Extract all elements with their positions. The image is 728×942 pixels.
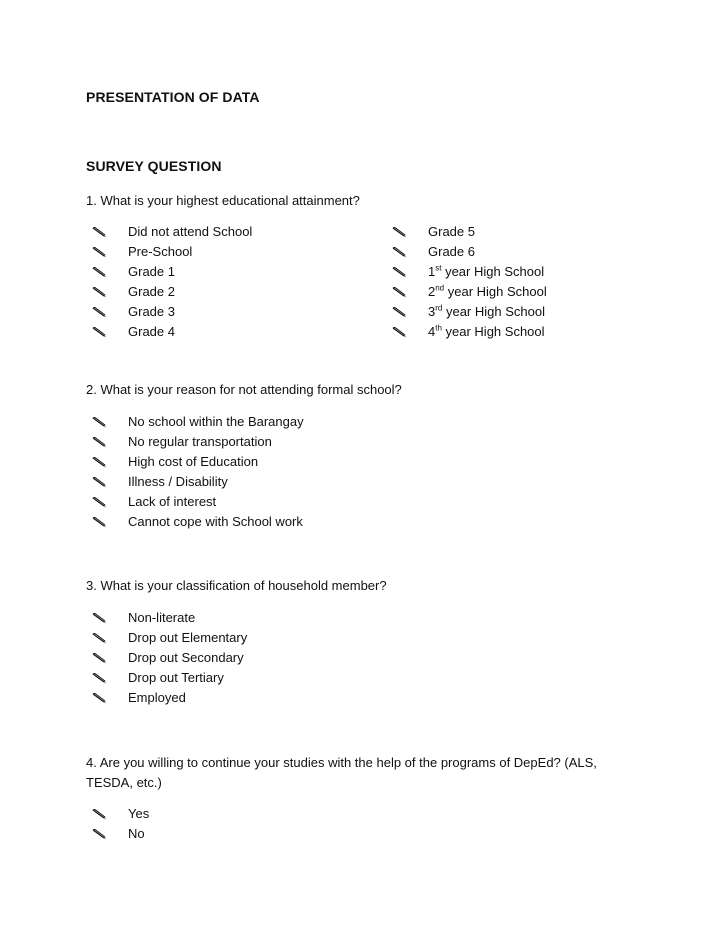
pencil-icon [92,302,108,322]
option-item [86,242,376,262]
option-item [386,242,646,262]
option-label: 3rd year High School [428,303,545,319]
option-item [86,222,376,242]
pencil-icon [92,512,108,532]
pencil-icon [392,302,408,322]
pencil-icon [92,492,108,512]
option-label: 4th year High School [428,323,545,339]
option-label: Cannot cope with School work [128,514,303,529]
option-label: Illness / Disability [128,474,228,489]
option-label: Drop out Tertiary [128,670,224,685]
option-label: Grade 1 [128,264,175,279]
question-2-text: 2. What is your reason for not attending formal school? [86,382,402,397]
question-1-options-right [386,222,646,342]
option-label: Non-literate [128,610,196,625]
pencil-icon [92,222,108,242]
pencil-icon [92,262,108,282]
option-item [86,302,376,322]
question-2-options [86,412,416,532]
option-item [86,804,286,824]
option-item [386,282,646,302]
pencil-icon [92,412,108,432]
option-item [386,302,646,322]
option-label: 1st year High School [428,263,545,279]
pencil-icon [92,824,108,844]
option-label: Drop out Secondary [128,650,244,665]
option-label: Employed [128,690,186,705]
pencil-icon [92,432,108,452]
question-4-text: 4. Are you willing to continue your studies with the help of the programs of DepEd? (ALS, TESDA, etc.) [86,755,597,790]
pencil-icon [92,804,108,824]
option-label: Yes [128,806,150,821]
option-item [86,608,416,628]
pencil-icon [392,222,408,242]
question-1-text: 1. What is your highest educational attainment? [86,193,360,208]
option-label: Lack of interest [128,494,217,509]
option-item [86,432,416,452]
option-label: 2nd year High School [428,283,547,299]
option-label: Did not attend School [128,224,253,239]
pencil-icon [92,608,108,628]
pencil-icon [392,262,408,282]
option-item [386,262,646,282]
pencil-icon [92,472,108,492]
question-1-options-left [86,222,376,342]
option-label: Grade 4 [128,324,175,339]
pencil-icon [92,452,108,472]
option-item [86,628,416,648]
pencil-icon [392,242,408,262]
option-item [86,648,416,668]
option-label: No regular transportation [128,434,272,449]
pencil-icon [92,688,108,708]
section-heading: SURVEY QUESTION [86,158,222,174]
option-label: Grade 2 [128,284,175,299]
question-3-text: 3. What is your classification of household member? [86,578,387,593]
option-item [86,492,416,512]
option-item [86,668,416,688]
question-4-options [86,804,286,844]
document-title: PRESENTATION OF DATA [86,89,260,105]
option-item [86,688,416,708]
option-label: No school within the Barangay [128,414,304,429]
option-item [86,282,376,302]
pencil-icon [92,242,108,262]
option-label: Grade 5 [428,224,475,239]
pencil-icon [92,668,108,688]
question-3-options [86,608,416,708]
pencil-icon [92,628,108,648]
option-item [386,222,646,242]
option-item [86,472,416,492]
option-item [86,262,376,282]
pencil-icon [392,282,408,302]
option-label: No [128,826,145,841]
pencil-icon [92,648,108,668]
option-item [86,322,376,342]
pencil-icon [392,322,408,342]
option-item [386,322,646,342]
pencil-icon [92,322,108,342]
option-item [86,412,416,432]
option-item [86,512,416,532]
option-item [86,452,416,472]
option-label: Pre-School [128,244,193,259]
pencil-icon [92,282,108,302]
option-label: Grade 3 [128,304,175,319]
option-label: Drop out Elementary [128,630,248,645]
option-label: High cost of Education [128,454,259,469]
option-item [86,824,286,844]
option-label: Grade 6 [428,244,475,259]
